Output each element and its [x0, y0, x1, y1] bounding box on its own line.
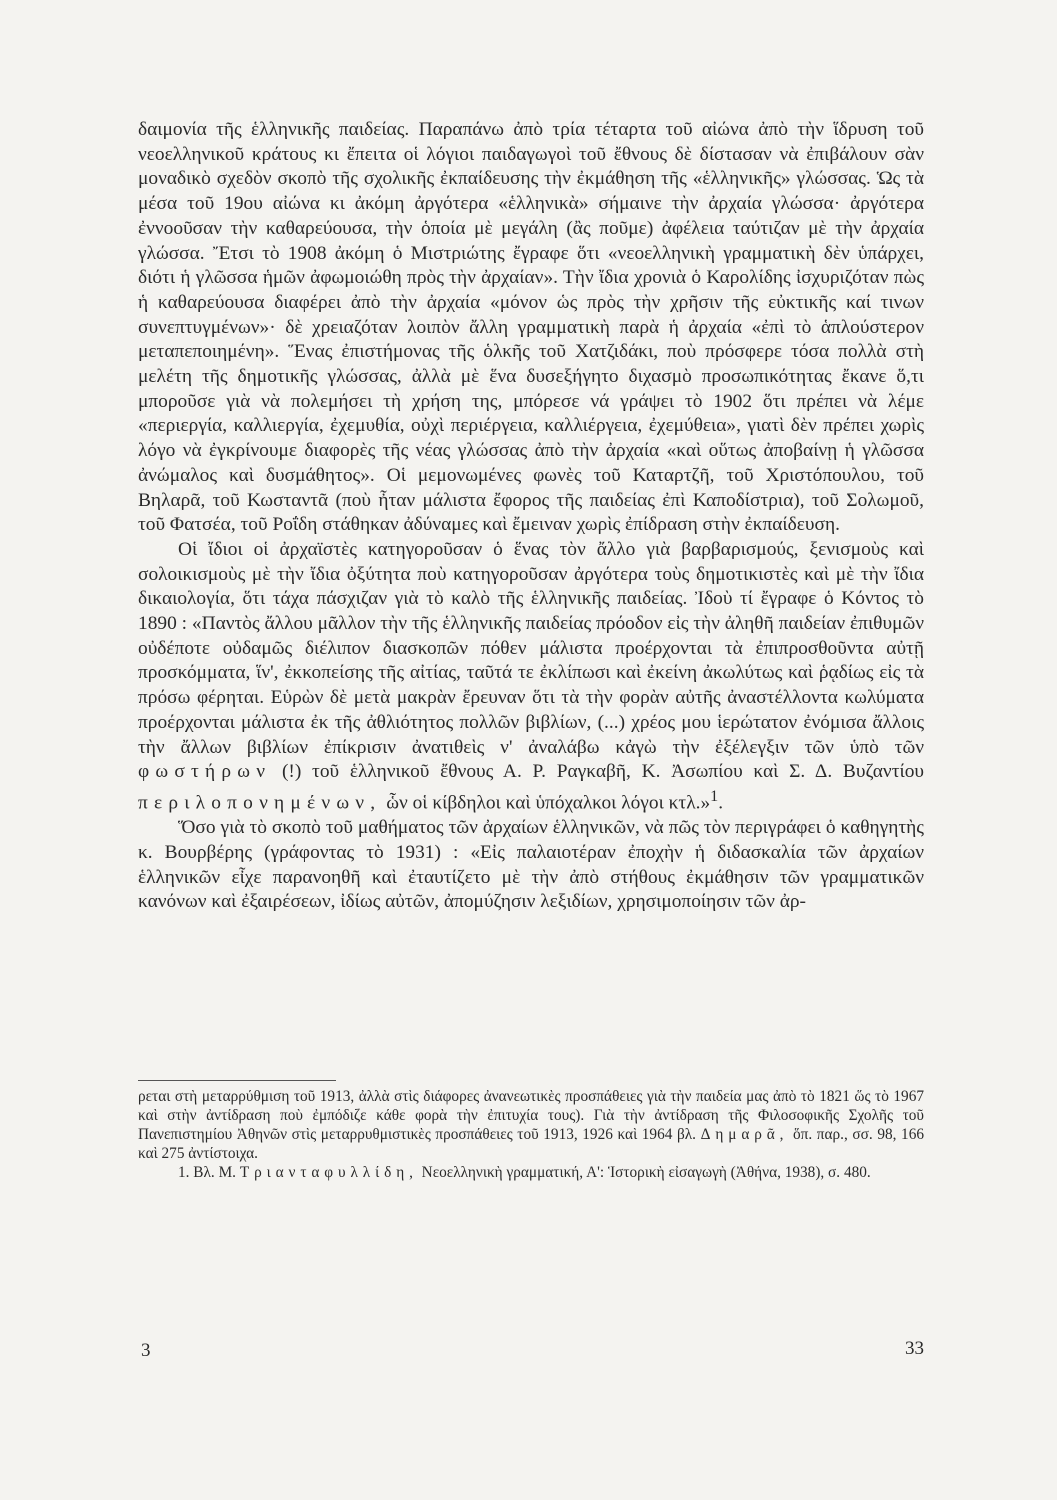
footnote-continuation	[138, 1088, 924, 1164]
main-text	[138, 118, 924, 915]
spaced-author-triantafyllidis: Τριανταφυλλίδη,	[239, 1163, 418, 1181]
paragraph-2	[138, 538, 924, 816]
paragraph-2-text-a: Οἱ ἴδιοι οἱ ἀρχαϊστὲς κατηγοροῦσαν ὁ ἕνας τὸν ἄλλο γιὰ βαρβαρισμούς, ξενισμοὺς καὶ σολοικισμοὺς μὲ τὴν ἴδια ὀξύτητα ποὺ κατηγοροῦσαν ἀργότερα τοὺς δημοτικιστὲς καὶ μὲ τὴν ἴδια δικαιολογία, ὅτι τάχα πάσχιζαν γιὰ τὸ καλὸ τῆς ἑλληνικῆς παιδείας. Ἰδοὺ τί ἔγραφε ὁ Κόντος τὸ 1890 : «Παντὸς ἄλλου μᾶλλον τὴν τῆς ἑλληνικῆς παιδείας πρόοδον εἰς τὴν ἀληθῆ παιδείαν ἐπιθυμῶν οὐδέποτε οὐδαμῶς διέλιπον διασκοπῶν πόθεν μάλιστα προέρχονται τὰ ἐπιπροσθοῦντα αὐτῇ προσκόμματα, ἵν', ἐκκοπείσης τῆς αἰτίας, ταῦτά τε ἐκλίπωσι καὶ ἐκείνη ἀκωλύτως καὶ ῥᾳδίως εἰς τὰ πρόσω φέρηται. Εὑρὼν δὲ μετὰ μακρὰν ἔρευναν ὅτι τὰ τὴν φορὰν αὐτῆς ἀναστέλλοντα κωλύματα προέρχονται μάλιστα ἐκ τῆς ἀθλιότητος πολλῶν βιβλίων, (...) χρέος μου ἱερώτατον ἐνόμισα ἄλλοις τὴν ἄλλων βιβλίων ἐπίκρισιν ἀνατιθεὶς ν' ἀναλάβω κἀγὼ τὴν ἐξέλεγξιν τῶν ὑπὸ τῶν	[138, 538, 924, 758]
paragraph-2-text-f: .	[718, 792, 724, 814]
footnote-divider	[138, 1080, 336, 1081]
paragraph-2-text-c: (!) τοῦ ἑλληνικοῦ ἔθνους Α. Ρ. Ραγκαβῆ, Κ. Ἀσωπίου καὶ Σ. Δ. Βυζαντίου	[281, 761, 925, 783]
paragraph-3	[138, 816, 924, 915]
footnotes	[138, 1088, 924, 1183]
footnote-continuation-text-a: ρεται στὴ μεταρρύθμιση τοῦ 1913, ἀλλὰ στὶς διάφορες ἀνανεωτικὲς προσπάθειες γιὰ τὴν παιδεία μας ἀπὸ τὸ 1821 ὥς τὸ 1967 καὶ στὴν ἀντίδραση ποὺ ἐμπόδιζε κάθε φορὰ τὴν ἐπιτυχία τους). Γιὰ τὴν ἀντίδραση τῆς Φιλοσοφικῆς Σχολῆς τοῦ Πανεπιστημίου Ἀθηνῶν στὶς μεταρρυθμιστικὲς προσπάθειες τοῦ 1913, 1926 καὶ 1964 βλ.	[138, 1088, 924, 1143]
footnote-1-text-a: 1. Βλ. Μ.	[178, 1163, 236, 1181]
spaced-author-dimaras: Δημαρᾶ,	[700, 1125, 789, 1143]
footnote-reference: 1	[710, 787, 719, 805]
footnote-1	[138, 1164, 924, 1183]
paragraph-3-text: Ὅσο γιὰ τὸ σκοπὸ τοῦ μαθήματος τῶν ἀρχαίων ἑλληνικῶν, νὰ πῶς τὸν περιγράφει ὁ καθηγητὴς κ. Βουρβέρης (γράφοντας τὸ 1931) : «Εἰς παλαιοτέραν ἐποχὴν ἡ διδασκαλία τῶν ἀρχαίων ἑλληνικῶν εἶχε παρανοηθῆ καὶ ἐταυτίζετο μὲ τὴν ἀπὸ στήθους ἐκμάθησιν τῶν γραμματικῶν κανόνων καὶ ἐξαιρέσεων, ἰδίως αὐτῶν, ἀπομύζησιν λεξιδίων, χρησιμοποίησιν τῶν ἀρ-	[138, 817, 924, 913]
paragraph-1-text: δαιμονία τῆς ἑλληνικῆς παιδείας. Παραπάνω ἀπὸ τρία τέταρτα τοῦ αἰώνα ἀπὸ τὴν ἵδρυση τοῦ νεοελληνικοῦ κράτους κι ἔπειτα οἱ λόγιοι παιδαγωγοὶ τοῦ ἔθνους δὲ δίστασαν νὰ ἐπιβάλουν σὰν μοναδικὸ σχεδὸν σκοπὸ τῆς σχολικῆς ἐκπαίδευσης τὴν ἐκμάθηση τῆς «ἑλληνικῆς» γλώσσας. Ὡς τὰ μέσα τοῦ 19ου αἰώνα κι ἀκόμη ἀργότερα «ἑλληνικὰ» σήμαινε τὴν ἀρχαία γλώσσα· ἀργότερα ἐννοοῦσαν τὴν καθαρεύουσα, τὴν ὁποία μὲ μεγάλη (ἂς ποῦμε) ἀφέλεια ταύτιζαν μὲ τὴν ἀρχαία γλώσσα. Ἔτσι τὸ 1908 ἀκόμη ὁ Μιστριώτης ἔγραφε ὅτι «νεοελληνικὴ γραμματικὴ δὲν ὑπάρχει, διότι ἡ γλῶσσα ἡμῶν ἀφωμοιώθη πρὸς τὴν ἀρχαίαν». Τὴν ἴδια χρονιὰ ὁ Καρολίδης ἰσχυριζόταν πὼς ἡ καθαρεύουσα διαφέρει ἀπὸ τὴν ἀρχαία «μόνον ὡς πρὸς τὴν χρῆσιν τῆς εὐκτικῆς καί τινων συνεπτυγμένων»· δὲ χρειαζόταν λοιπὸν ἄλλη γραμματικὴ παρὰ ἡ ἀρχαία «ἐπὶ τὸ ἁπλούστερον μεταπεποιημένη». Ἕνας ἐπιστήμονας τῆς ὁλκῆς τοῦ Χατζιδάκι, ποὺ πρόσφερε τόσα πολλὰ στὴ μελέτη τῆς δημοτικῆς γλώσσας, ἀλλὰ μὲ ἕνα δυσεξήγητο διχασμὸ προσωπικότητας ἔκανε ὅ,τι μποροῦσε γιὰ νὰ πολεμήσει τὴ χρήση της, μπόρεσε νά γράψει τὸ 1902 ὅτι πρέπει νὰ λέμε «περιεργία, καλλιεργία, ἐχεμυθία, οὐχὶ περιέργεια, καλλιέργεια, ἐχεμύθεια», γιατὶ δὲν πρέπει χωρὶς λόγο νὰ ἐγκρίνουμε διαφορὲς τῆς νέας γλώσσας ἀπὸ τὴν ἀρχαία «καὶ οὕτως ἀποβαίνῃ ἡ γλῶσσα ἀνώμαλος καὶ δυσμάθητος». Οἱ μεμονωμένες φωνὲς τοῦ Καταρτζῆ, τοῦ Χριστόπουλου, τοῦ Βηλαρᾶ, τοῦ Κωσταντᾶ (ποὺ ἦταν μάλιστα ἔφορος τῆς παιδείας ἐπὶ Καποδίστρια), τοῦ Σολωμοῦ, τοῦ Φατσέα, τοῦ Ροΐδη στάθηκαν ἀδύναμες καὶ ἔμειναν χωρὶς ἐπίδραση στὴν ἐκπαίδευση.	[138, 119, 924, 536]
footnote-1-text-c: Νεοελληνικὴ γραμματική, Α': Ἱστορικὴ εἰσαγωγὴ (Ἀθήνα, 1938), σ. 480.	[421, 1163, 871, 1181]
spaced-word-periloponimenon: περιλοπονημένων,	[138, 792, 382, 814]
paragraph-1	[138, 118, 924, 538]
spaced-word-fostiron: φωστήρων	[138, 761, 272, 783]
signature-mark: 3	[141, 1340, 151, 1361]
paragraph-2-text-e: ὧν οἱ κίβδηλοι καὶ ὑπόχαλκοι λόγοι κτλ.»	[386, 792, 711, 814]
footnote-continuation-text-c: ὅπ. παρ., σσ. 98, 166 καὶ 275 ἀντίστοιχα.	[138, 1125, 925, 1162]
page-number: 33	[905, 1338, 924, 1359]
